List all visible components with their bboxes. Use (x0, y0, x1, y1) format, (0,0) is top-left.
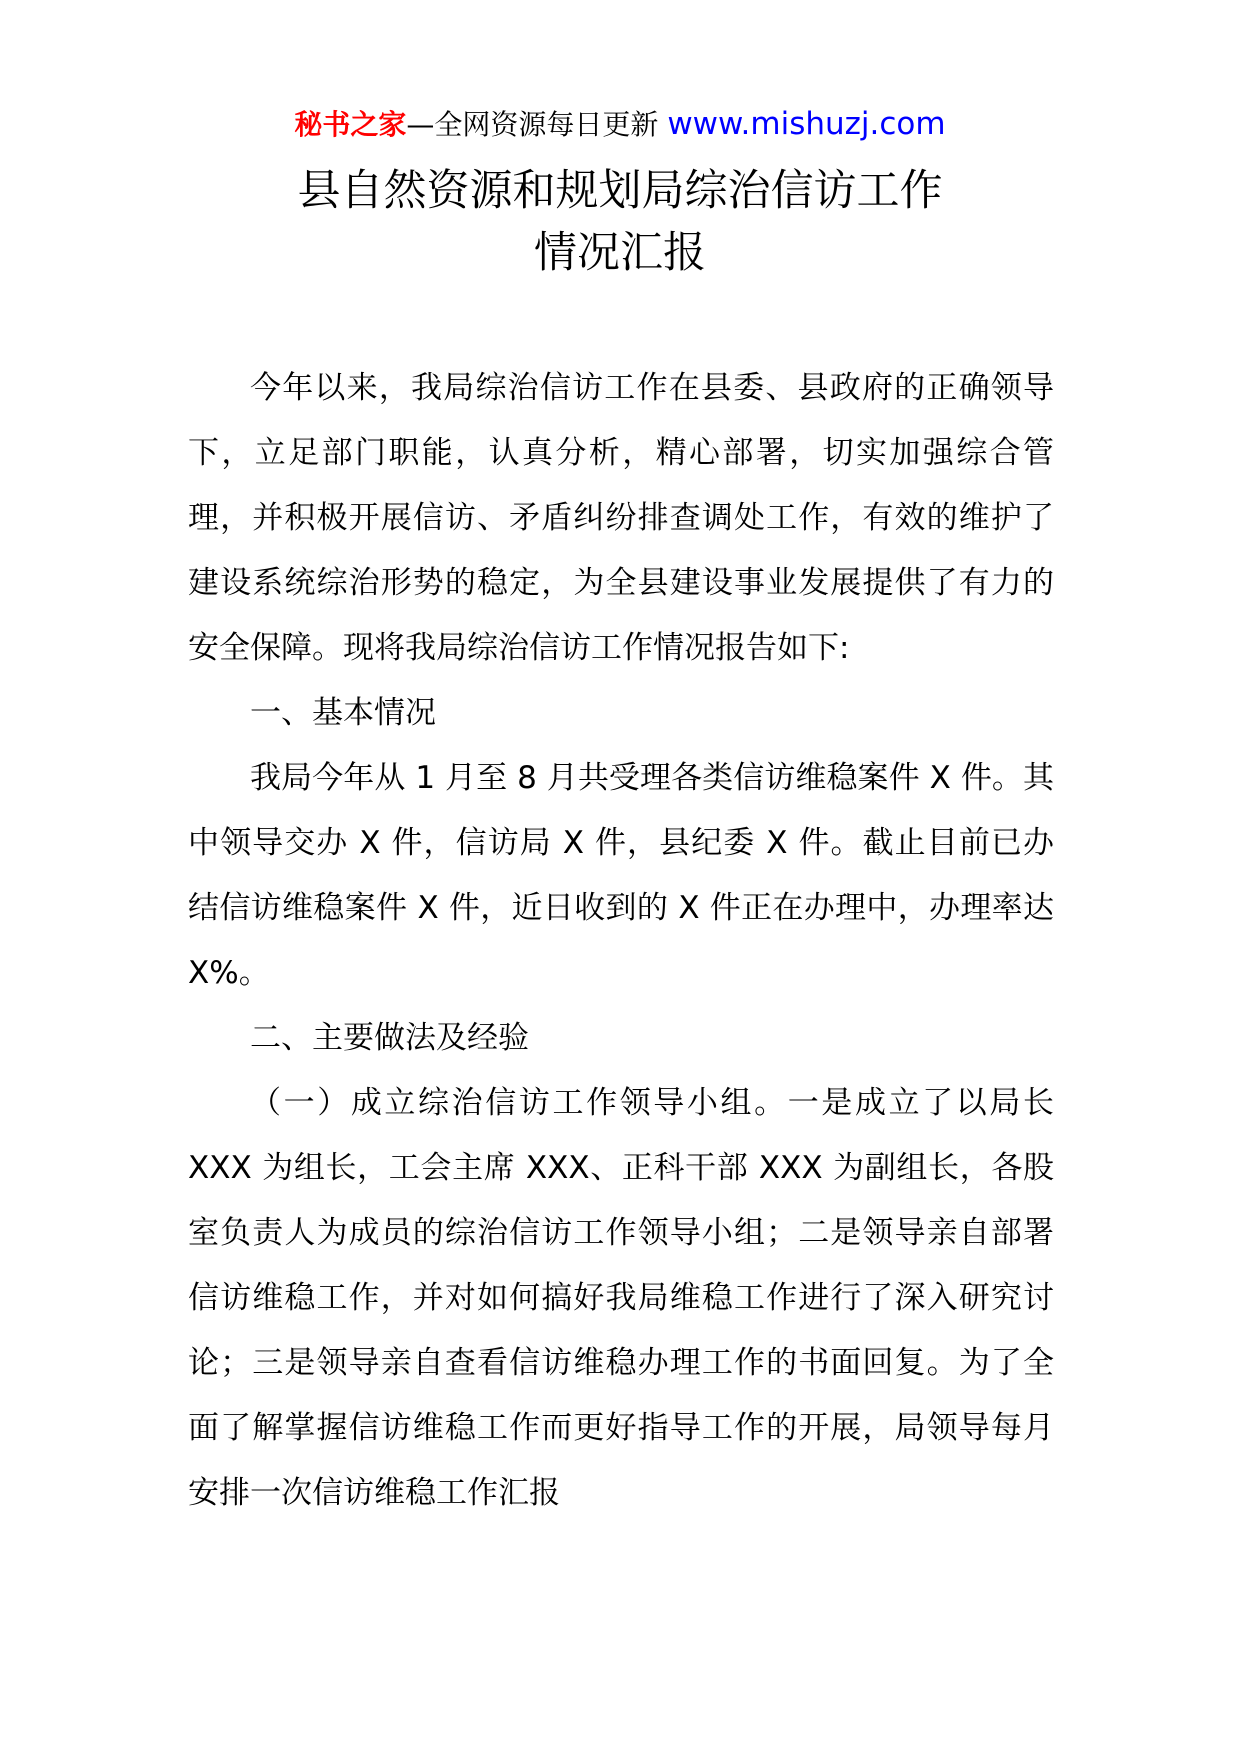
title-line-2: 情况汇报 (534, 228, 706, 278)
section-heading-methods: 二、主要做法及经验 (250, 1020, 529, 1056)
section-heading-basic: 一、基本情况 (250, 695, 436, 731)
site-header (0, 100, 1240, 149)
document-title (0, 160, 1240, 284)
title-line-1: 县自然资源和规划局综治信访工作 (297, 166, 943, 216)
intro-paragraph: 今年以来，我局综治信访工作在县委、县政府的正确领导下，立足部门职能，认真分析，精心部署，切实加强综合管理，并积极开展信访、矛盾纠纷排查调处工作，有效的维护了建设系统综治形势的稳定，为全县建设事业发展提供了有力的安全保障。现将我局综治信访工作情况报告如下: (188, 370, 1054, 666)
site-url-link[interactable]: www.mishuzj.com (667, 106, 946, 142)
document-body (188, 356, 1054, 1526)
methods-paragraph: （一）成立综治信访工作领导小组。一是成立了以局长 XXX 为组长，工会主席 XXX、正科干部 XXX 为副组长，各股室负责人为成员的综治信访工作领导小组；二是领导亲自部署信访维稳工作，并对如何搞好我局维稳工作进行了深入研究讨论；三是领导亲自查看信访维稳办理工作的书面回复。为了全面了解掌握信访维稳工作而更好指导工作的开展，局领导每月安排一次信访维稳工作汇报 (188, 1085, 1054, 1511)
basic-info-paragraph: 我局今年从 1 月至 8 月共受理各类信访维稳案件 X 件。其中领导交办 X 件，信访局 X 件，县纪委 X 件。截止目前已办结信访维稳案件 X 件，近日收到的 X 件正在办理中，办理率达 X%。 (188, 760, 1054, 991)
brand-name: 秘书之家 (294, 108, 407, 141)
header-slogan: —全网资源每日更新 (406, 108, 668, 141)
